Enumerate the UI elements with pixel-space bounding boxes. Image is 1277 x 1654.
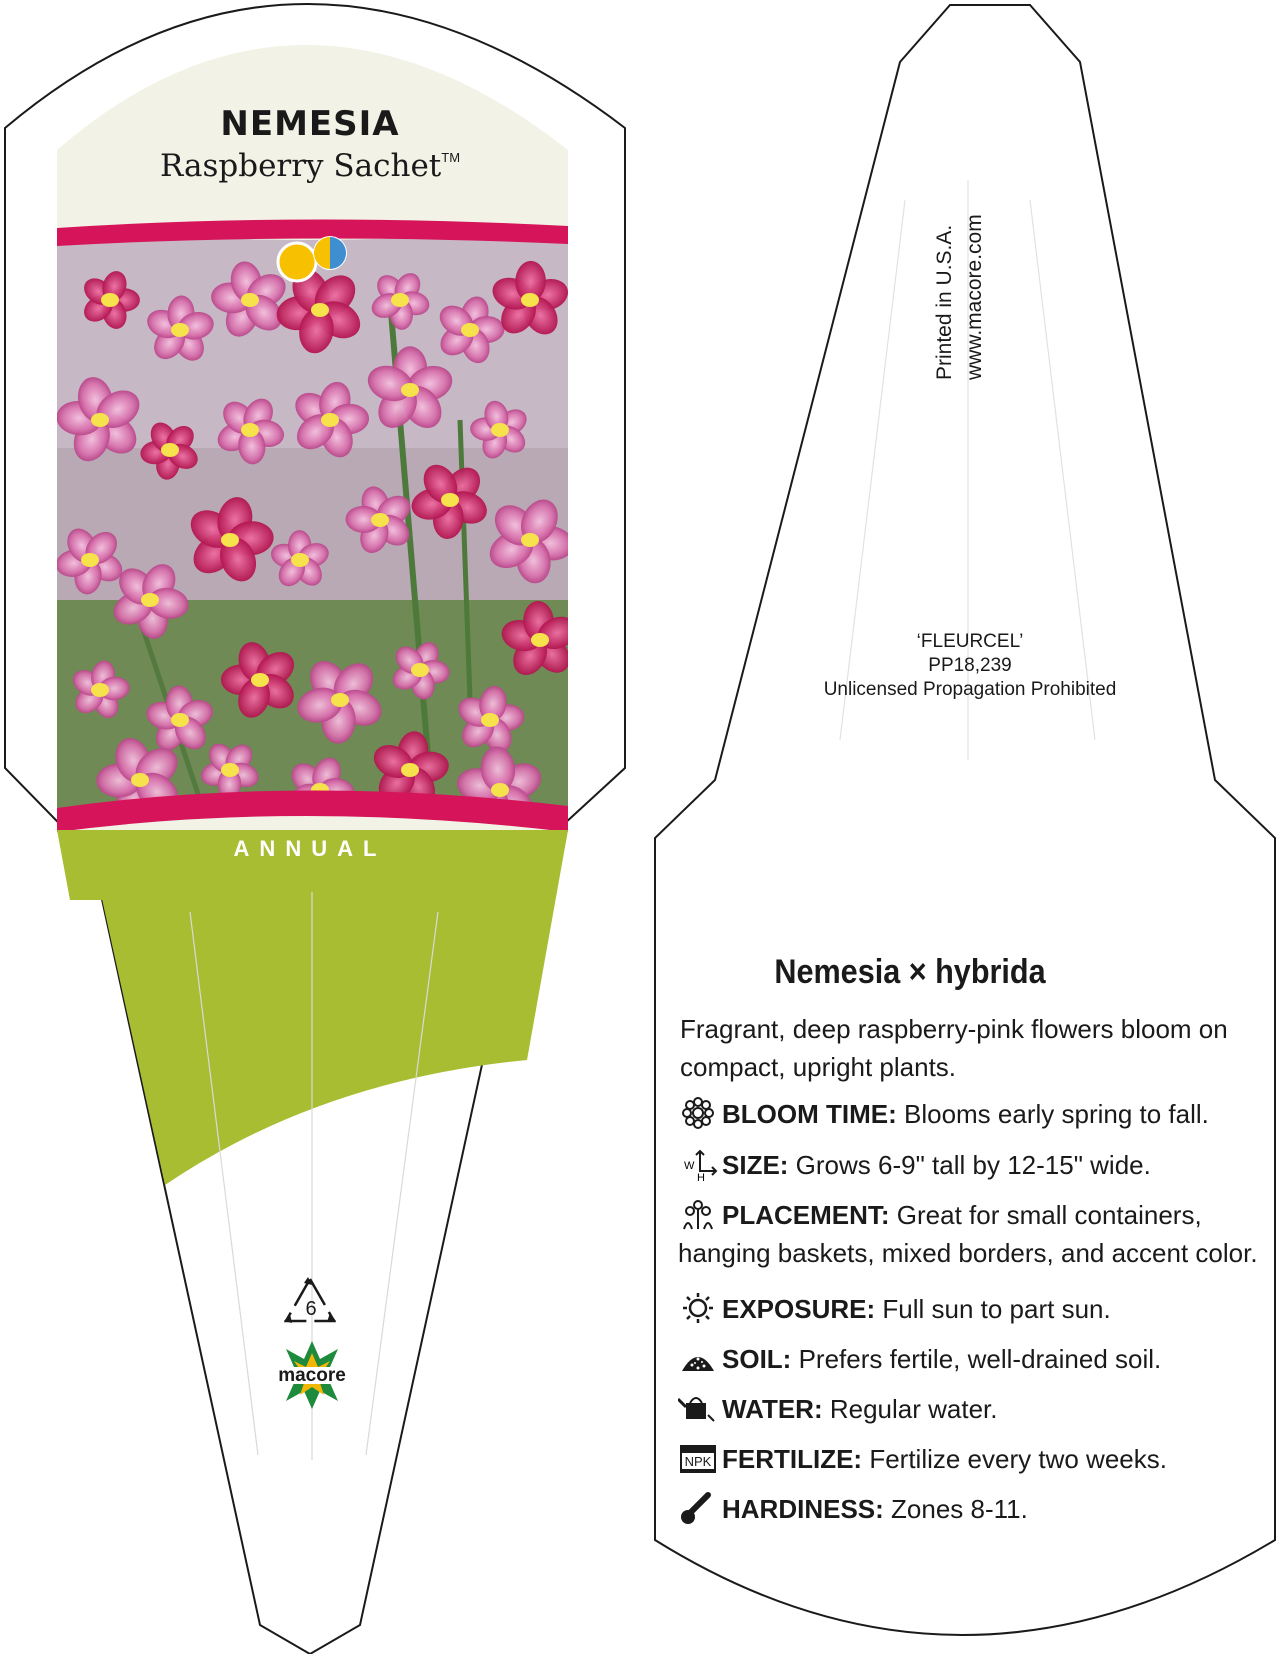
- care-info-label: SIZE:: [722, 1150, 789, 1180]
- care-info-text: Regular water.: [822, 1394, 998, 1424]
- care-info-text: Grows 6-9" tall by 12-15" wide.: [788, 1150, 1151, 1180]
- cultivar-name: ‘FLEURCEL’: [916, 631, 1024, 652]
- soil-icon: [678, 1341, 718, 1375]
- care-info-row: [678, 1390, 1258, 1428]
- care-info-row: [678, 1440, 1258, 1478]
- plant-description: Fragrant, deep raspberry-pink flowers bloom on compact, upright plants.: [680, 1014, 1228, 1082]
- care-info-label: SOIL:: [722, 1344, 792, 1374]
- care-info-label: HARDINESS:: [722, 1494, 884, 1524]
- care-info-label: FERTILIZE:: [722, 1444, 863, 1474]
- care-info-label: PLACEMENT:: [722, 1200, 890, 1230]
- svg-text:W: W: [684, 1160, 695, 1172]
- printed-info: [930, 214, 990, 380]
- care-info-text: Zones 8-11.: [883, 1494, 1028, 1524]
- care-info-label: WATER:: [722, 1394, 823, 1424]
- npk-icon: [678, 1441, 718, 1475]
- plant-name-title: NEMESIA: [220, 104, 400, 144]
- care-info-row: [678, 1196, 1258, 1272]
- care-info-label: BLOOM TIME:: [722, 1099, 897, 1129]
- propagation-notice: Unlicensed Propagation Prohibited: [823, 679, 1117, 700]
- brand-name: macore: [278, 1365, 346, 1386]
- flower-icon: [678, 1096, 718, 1130]
- care-info-row: [678, 1490, 1258, 1528]
- patent-number: PP18,239: [928, 655, 1012, 676]
- printed-in-usa: Printed in U.S.A.: [933, 224, 956, 380]
- care-info-row: [678, 1340, 1258, 1378]
- care-info-row: [678, 1146, 1258, 1184]
- care-info-row: [678, 1290, 1258, 1328]
- botanical-name: Nemesia × hybrida: [774, 953, 1046, 991]
- size-icon: [678, 1147, 718, 1181]
- care-info-text: Full sun to part sun.: [875, 1294, 1111, 1324]
- variety-name-text: Raspberry Sachet: [159, 148, 442, 184]
- website: www.macore.com: [963, 214, 986, 380]
- legal-block: [780, 630, 1160, 702]
- category-label: ANNUAL: [233, 836, 387, 861]
- flower-photo: [54, 228, 582, 836]
- care-info-text: Prefers fertile, well-drained soil.: [791, 1344, 1162, 1374]
- variety-name: [110, 148, 510, 184]
- recycle-number: 6: [305, 1298, 317, 1320]
- sun-icon: [678, 1291, 718, 1325]
- care-info-label: EXPOSURE:: [722, 1294, 876, 1324]
- thermometer-icon: [678, 1491, 718, 1525]
- care-info-text: Fertilize every two weeks.: [862, 1444, 1167, 1474]
- care-info-row: [678, 1095, 1258, 1133]
- care-info-text: Great for small containers, hanging baskets, mixed borders, and accent color.: [678, 1200, 1258, 1268]
- placement-icon: [678, 1197, 718, 1231]
- svg-text:NPK: NPK: [684, 1454, 712, 1469]
- watering-can-icon: [678, 1391, 718, 1425]
- trademark-symbol: TM: [441, 150, 461, 165]
- care-info-text: Blooms early spring to fall.: [896, 1099, 1209, 1129]
- svg-text:H: H: [697, 1172, 705, 1181]
